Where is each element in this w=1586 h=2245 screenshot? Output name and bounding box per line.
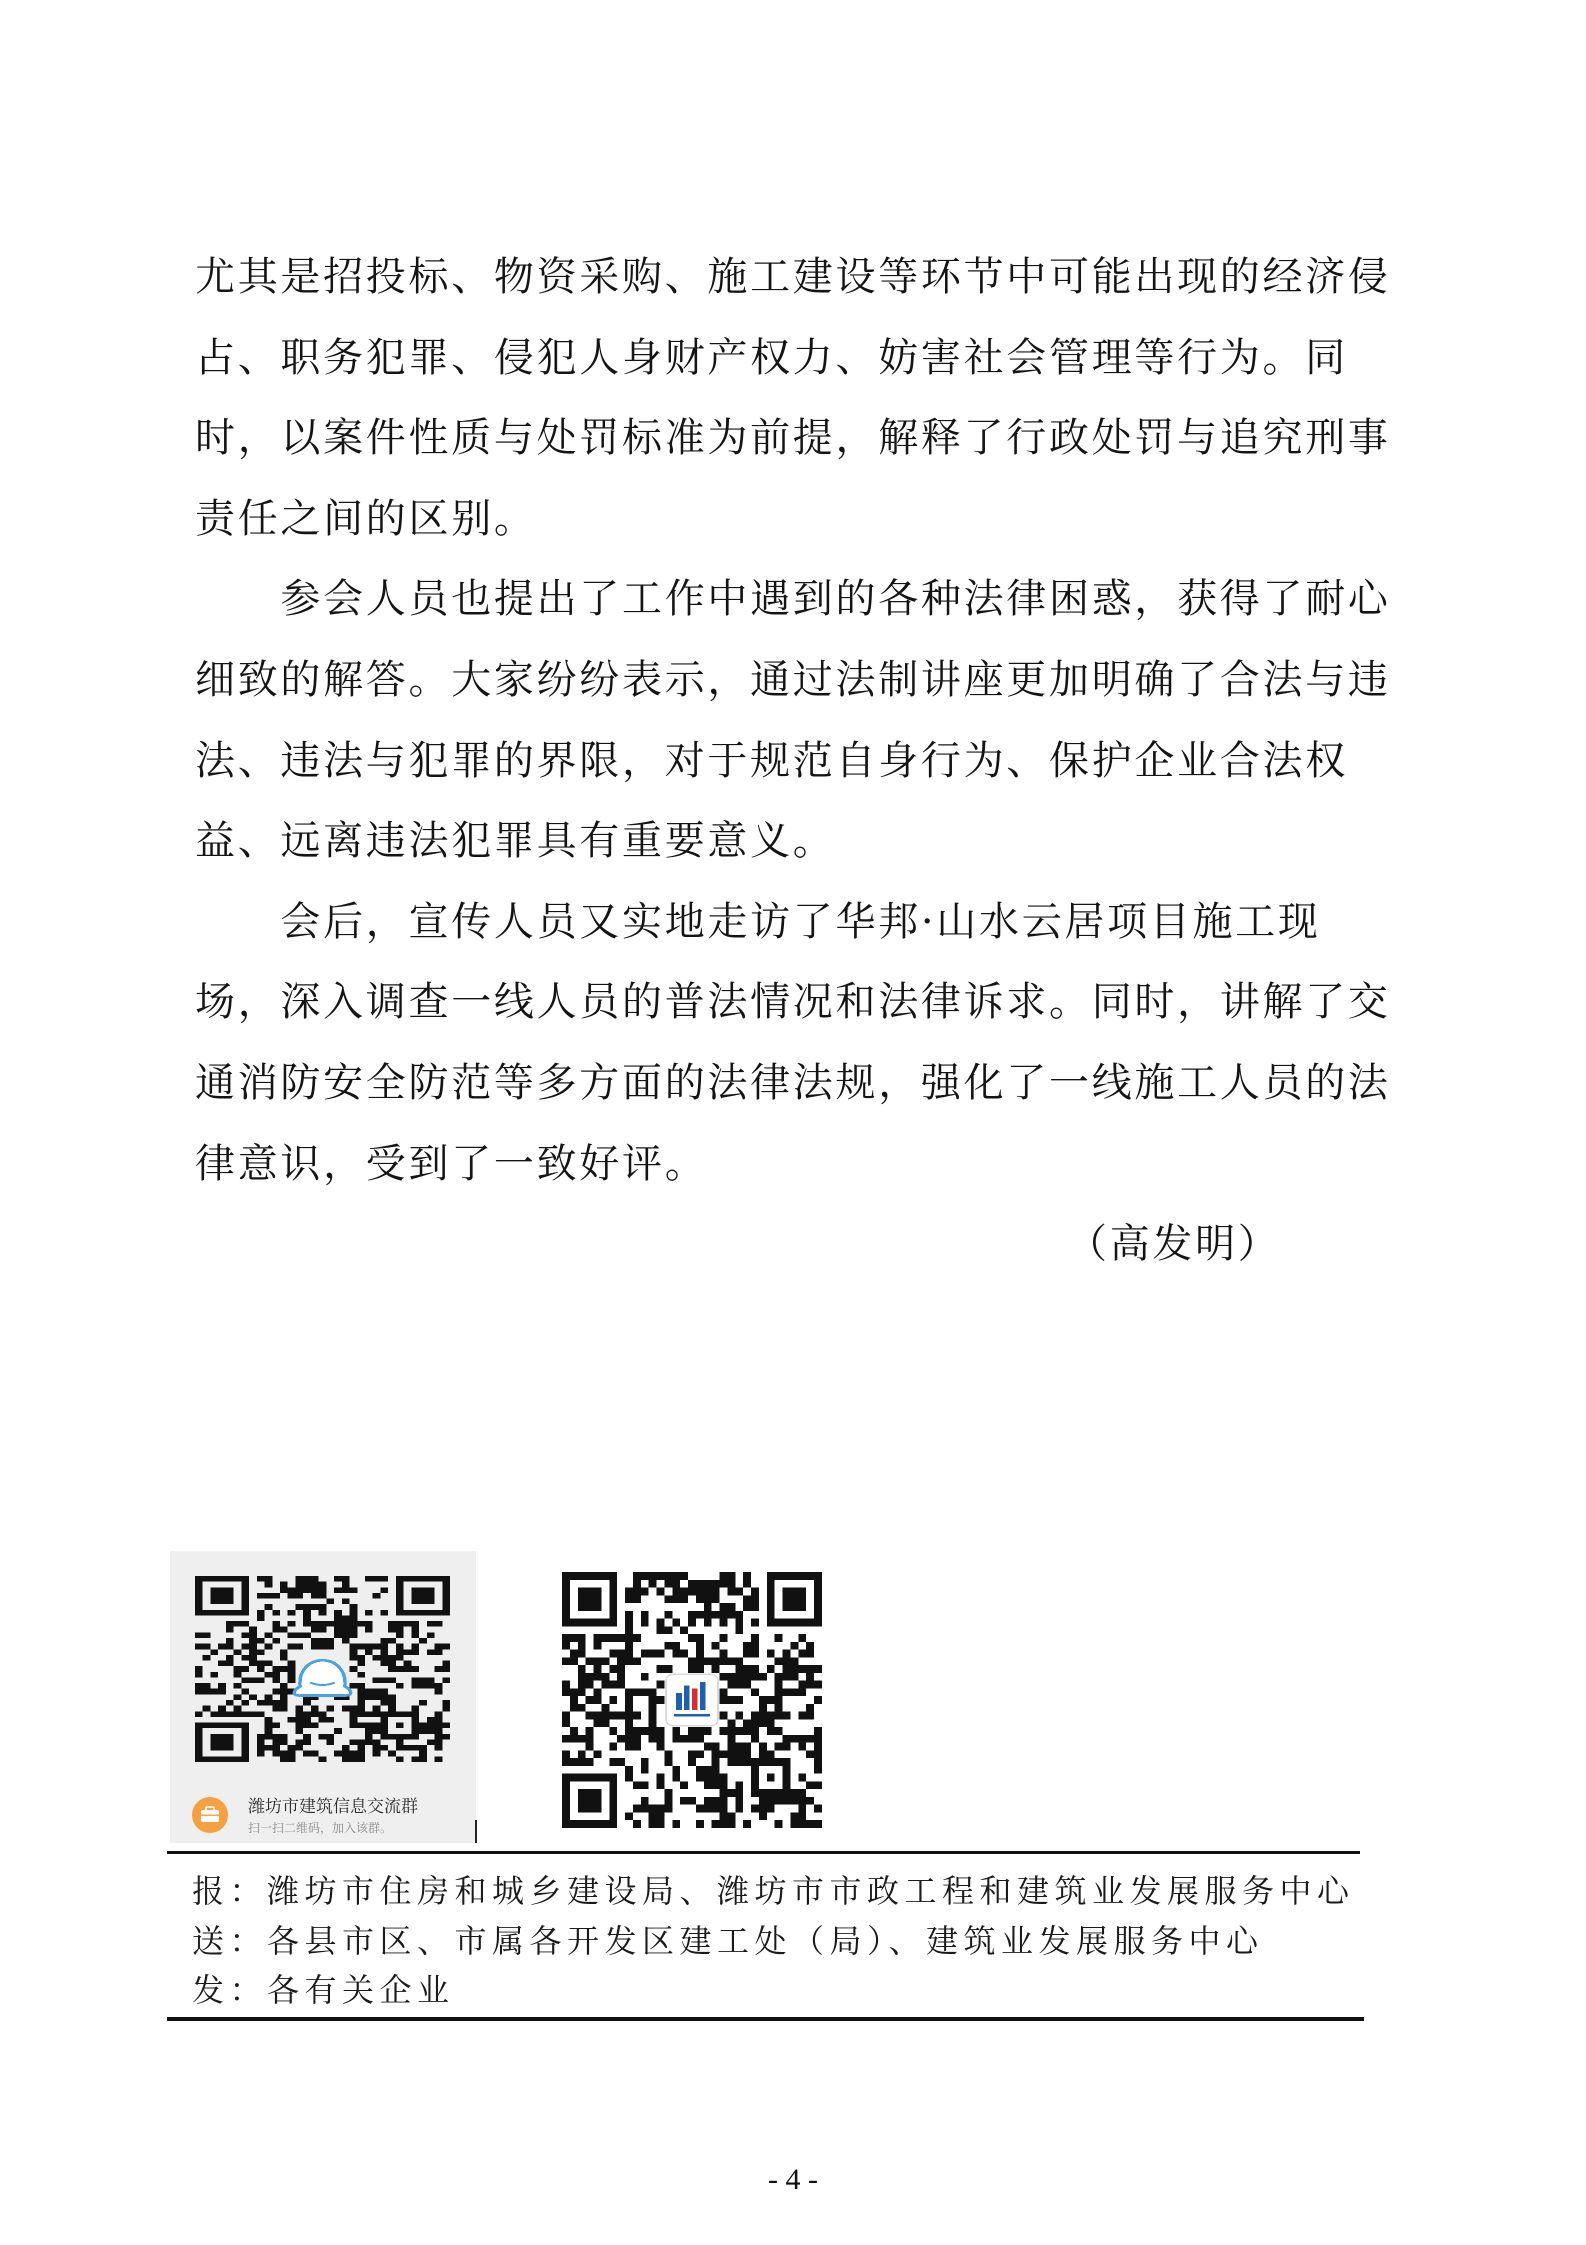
author-signature: （高发明） bbox=[1067, 1221, 1281, 1268]
building-logo-icon bbox=[666, 1674, 718, 1725]
card-edge-mark bbox=[475, 1820, 477, 1843]
distribution-line-copy bbox=[192, 1917, 1392, 1967]
body-line: 法、违法与犯罪的界限，对于规范自身行为、保护企业合法权 bbox=[195, 737, 1348, 784]
top-rule bbox=[167, 1851, 1360, 1854]
body-line: 参会人员也提出了工作中遇到的各种法律困惑，获得了耐心 bbox=[280, 576, 1391, 623]
body-line: 律意识，受到了一致好评。 bbox=[195, 1140, 708, 1187]
article-body bbox=[195, 237, 1435, 1285]
distribution-label: 发： bbox=[192, 1971, 268, 2010]
distribution-value: 潍坊市住房和城乡建设局、潍坊市市政工程和建筑业发展服务中心 bbox=[267, 1872, 1355, 1910]
group-invite-hint: 扫一扫二维码，加入该群。 bbox=[248, 1821, 393, 1835]
body-line: 尤其是招投标、物资采购、施工建设等环节中可能出现的经济侵 bbox=[195, 254, 1391, 300]
body-line: 占、职务犯罪、侵犯人身财产权力、妨害社会管理等行为。同 bbox=[195, 334, 1348, 381]
group-name: 潍坊市建筑信息交流群 bbox=[248, 1797, 418, 1817]
page-number: - 4 - bbox=[768, 2163, 818, 2196]
group-qr-code bbox=[195, 1576, 450, 1762]
bottom-rule bbox=[167, 2017, 1364, 2021]
distribution-block bbox=[192, 1867, 1392, 2016]
body-line: 通消防安全防范等多方面的法律法规，强化了一线施工人员的法 bbox=[195, 1059, 1391, 1106]
qq-penguin-icon bbox=[294, 1660, 350, 1695]
distribution-line-issue bbox=[192, 1966, 1392, 2016]
distribution-value: 各有关企业 bbox=[267, 1971, 455, 2010]
distribution-value: 各县市区、市属各开发区建工处（局）、建筑业发展服务中心 bbox=[267, 1921, 1264, 1960]
distribution-line-report bbox=[192, 1867, 1392, 1917]
body-line: 责任之间的区别。 bbox=[195, 495, 537, 542]
distribution-label: 报： bbox=[192, 1872, 268, 1910]
body-line: 益、远离违法犯罪具有重要意义。 bbox=[195, 818, 836, 865]
distribution-label: 送： bbox=[192, 1921, 268, 1960]
official-qr-code bbox=[562, 1572, 822, 1828]
briefcase-icon bbox=[191, 1796, 229, 1834]
body-line: 场，深入调查一线人员的普法情况和法律诉求。同时，讲解了交 bbox=[195, 979, 1391, 1026]
body-line: 会后，宣传人员又实地走访了华邦·山水云居项目施工现 bbox=[280, 898, 1321, 945]
body-line: 细致的解答。大家纷纷表示，通过法制讲座更加明确了合法与违 bbox=[195, 656, 1391, 703]
body-line: 时，以案件性质与处罚标准为前提，解释了行政处罚与追究刑事 bbox=[195, 415, 1391, 462]
